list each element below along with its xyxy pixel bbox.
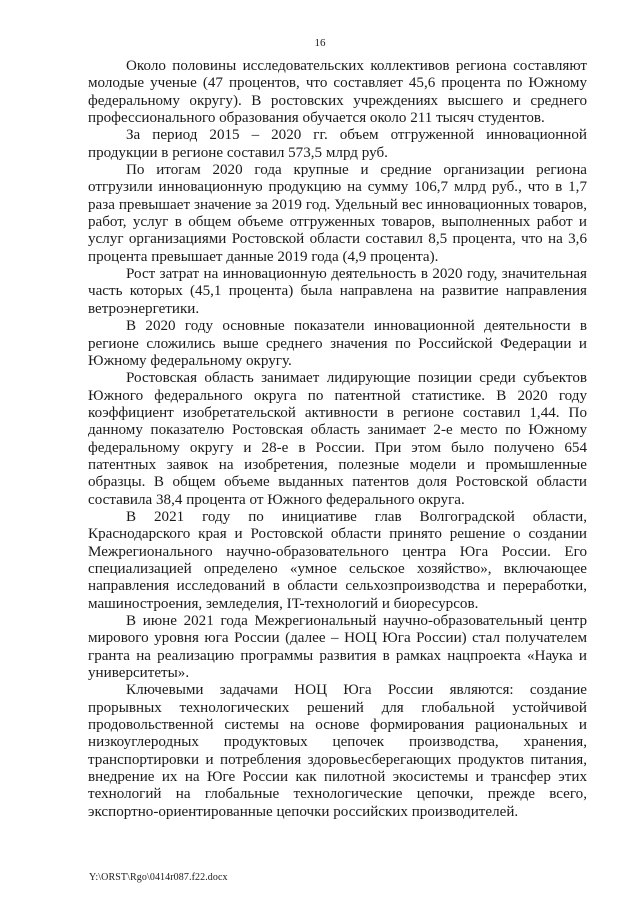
paragraph-young-scientists: Около половины исследовательских коллективов региона составляют молодые ученые (47 процентов, что составляет 45,6 процента по Южному федеральному округу). В ростовских учреждениях высшего и среднего профессионального образования обучается около 211 тысяч студентов. (88, 58, 587, 127)
page-number: 16 (314, 37, 326, 49)
paragraph-innovative-output-2015-2020: За период 2015 – 2020 гг. объем отгруженной инновационной продукции в регионе составил 573,5 млрд руб. (88, 127, 587, 161)
footer-file-path: Y:\ORST\Rgo\0414r087.f22.docx (89, 872, 228, 883)
paragraph-results-2020: По итогам 2020 года крупные и средние организации региона отгрузили инновационную продукцию на сумму 106,7 млрд руб., что в 1,7 раза превышает значение за 2019 год. Удельный вес инновационных товаров, работ, услуг в общем объеме отгруженных товаров, выполненных работ и услуг организациями Ростовской области составил 8,5 процента, что на 3,6 процента превышает данные 2019 года (4,9 процента). (88, 162, 587, 265)
paragraph-interregional-center: В 2021 году по инициативе глав Волгоградской области, Краснодарского края и Ростовской области принято решение о создании Межрегионального научно-образовательного центра Юга России. Его специализацией определено «умное сельское хозяйство», включающее направления исследований в области сельхозпроизводства и переработки, машиностроения, земледелия, IT-технологий и биоресурсов. (88, 508, 587, 612)
paragraph-innovation-costs: Рост затрат на инновационную деятельность в 2020 году, значительная часть которых (45,1 процента) была направлена на развитие направления ветроэнергетики. (88, 266, 587, 317)
document-body (88, 58, 587, 821)
paragraph-key-tasks: Ключевыми задачами НОЦ Юга России являются: создание прорывных технологических решений для глобальной устойчивой продовольственной системы на основе формирования рациональных и низкоуглеродных продуктовых цепочек производства, хранения, транспортировки и потребления здоровьесберегающих продуктов питания, внедрение их на Юге России как пилотной экосистемы и трансфер этих технологий на глобальные технологические цепочки, прежде всего, экспортно-ориентированные цепочки российских производителей. (88, 682, 587, 820)
paragraph-grant-2021: В июне 2021 года Межрегиональный научно-образовательный центр мирового уровня юга России (далее – НОЦ Юга России) стал получателем гранта на реализацию программы развития в рамках нацпроекта «Наука и университеты». (88, 613, 587, 682)
paragraph-main-indicators: В 2020 году основные показатели инновационной деятельности в регионе сложились выше среднего значения по Российской Федерации и Южному федеральному округу. (88, 318, 587, 369)
paragraph-patent-statistics: Ростовская область занимает лидирующие позиции среди субъектов Южного федерального округа по патентной статистике. В 2020 году коэффициент изобретательской активности в регионе составил 1,44. По данному показателю Ростовская область занимает 2-е место по Южному федеральному округу и 28-е в России. При этом было получено 654 патентных заявок на изобретения, полезные модели и промышленные образцы. В общем объеме выданных патентов доля Ростовской области составила 38,4 процента от Южного федерального округа. (88, 370, 587, 508)
